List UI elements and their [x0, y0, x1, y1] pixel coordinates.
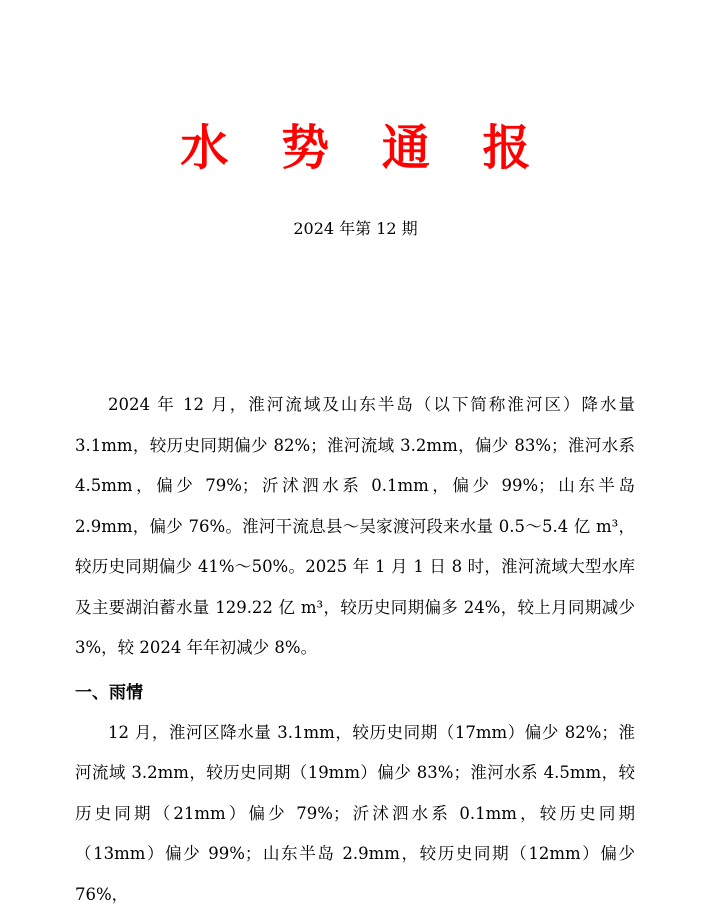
rainfall-paragraph: 12 月，淮河区降水量 3.1mm，较历史同期（17mm）偏少 82%；淮河流域 3.2mm，较历史同期（19mm）偏少 83%；淮河水系 4.5mm，较历史同期（21mm）偏少 79%；沂沭泗水系 0.1mm，较历史同期（13mm）偏少 99%；山东半岛 2.9mm，较历史同期（12mm）偏少 76%，	[75, 713, 635, 915]
summary-paragraph: 2024 年 12 月，淮河流域及山东半岛（以下简称淮河区）降水量 3.1mm，较历史同期偏少 82%；淮河流域 3.2mm，偏少 83%；淮河水系 4.5mm，偏少 79%；沂沭泗水系 0.1mm，偏少 99%；山东半岛 2.9mm，偏少 76%。淮河干流息县～吴家渡河段来水量 0.5～5.4 亿 m³，较历史同期偏少 41%～50%。2025 年 1 月 1 日 8 时，淮河流域大型水库及主要湖泊蓄水量 129.22 亿 m³，较历史同期偏多 24%，较上月同期减少 3%，较 2024 年年初减少 8%。	[75, 385, 635, 669]
issue-number: 2024 年第 12 期	[0, 218, 711, 240]
document-body	[75, 385, 635, 915]
document-title: 水 势 通 报	[0, 118, 711, 178]
section-heading-rainfall: 一、雨情	[75, 673, 635, 713]
